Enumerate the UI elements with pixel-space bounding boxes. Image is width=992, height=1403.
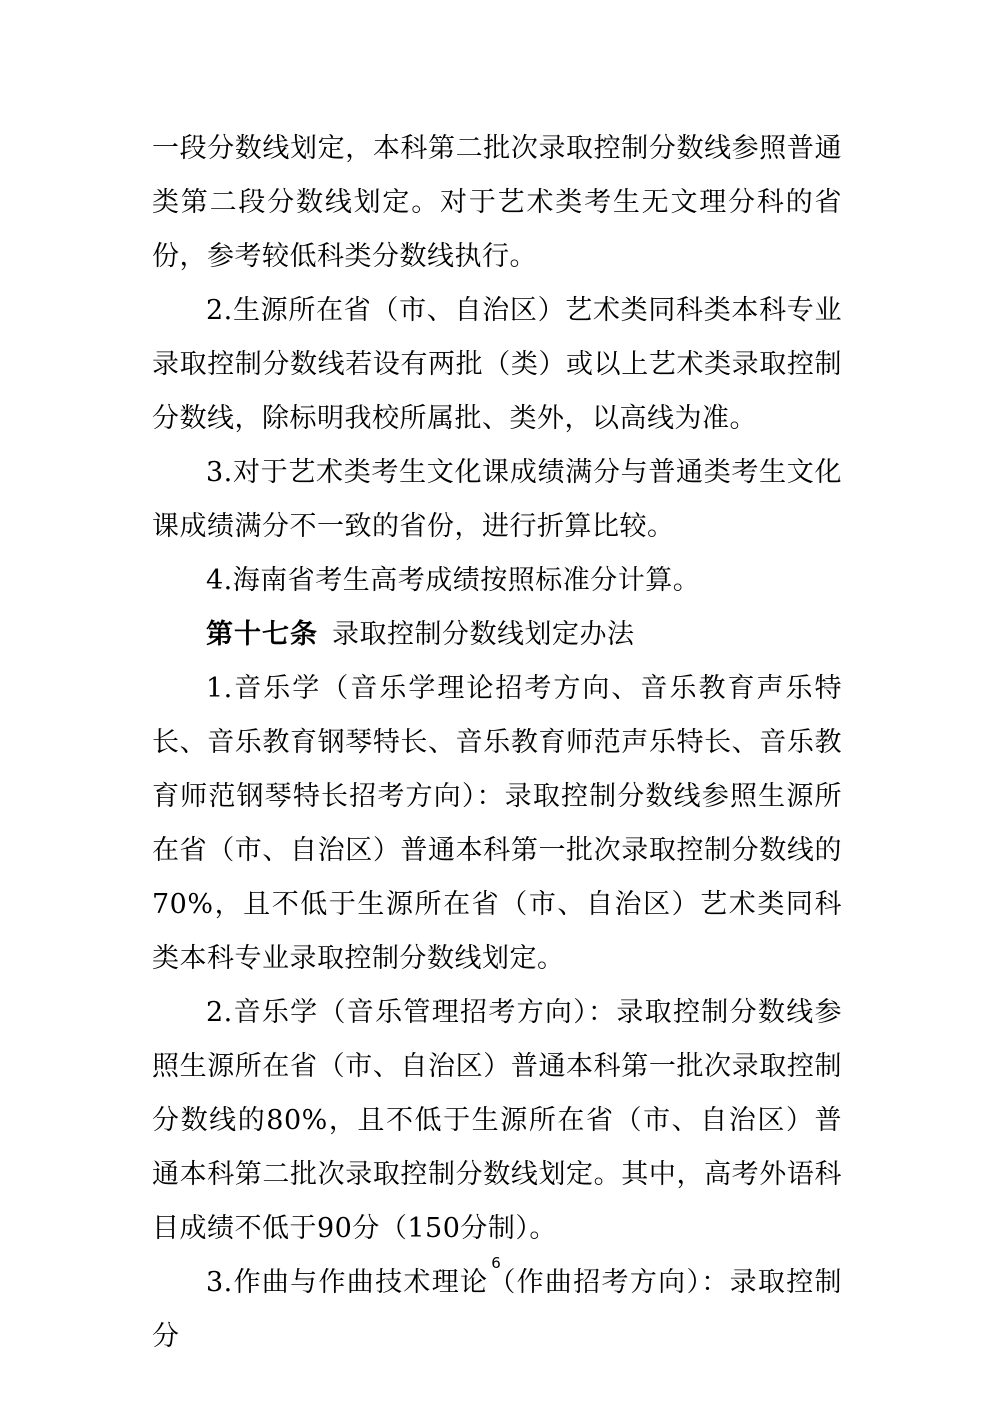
- paragraph-continued: 一段分数线划定，本科第二批次录取控制分数线参照普通类第二段分数线划定。对于艺术类考生无文理分科的省份，参考较低科类分数线执行。: [152, 133, 842, 272]
- paragraph-rule-3: 3.作曲与作曲技术理论（作曲招考方向）：录取控制分: [152, 1267, 842, 1352]
- paragraph-item-3: 3.对于艺术类考生文化课成绩满分与普通类考生文化课成绩满分不一致的省份，进行折算比较。: [152, 457, 842, 542]
- body-text: [152, 122, 842, 1364]
- paragraph-rule-1: 1.音乐学（音乐学理论招考方向、音乐教育声乐特长、音乐教育钢琴特长、音乐教育师范声乐特长、音乐教育师范钢琴特长招考方向）：录取控制分数线参照生源所在省（市、自治区）普通本科第一批次录取控制分数线的70%，且不低于生源所在省（市、自治区）艺术类同科类本科专业录取控制分数线划定。: [152, 673, 842, 974]
- paragraph-item-2: 2.生源所在省（市、自治区）艺术类同科类本科专业录取控制分数线若设有两批（类）或以上艺术类录取控制分数线，除标明我校所属批、类外，以高线为准。: [152, 295, 842, 434]
- paragraph-item-4: 4.海南省考生高考成绩按照标准分计算。: [206, 565, 701, 596]
- article-heading-title: 录取控制分数线划定办法: [332, 619, 635, 650]
- page-number: 6: [491, 1254, 501, 1272]
- paragraph-rule-2: 2.音乐学（音乐管理招考方向）：录取控制分数线参照生源所在省（市、自治区）普通本科第一批次录取控制分数线的80%，且不低于生源所在省（市、自治区）普通本科第二批次录取控制分数线划定。其中，高考外语科目成绩不低于90分（150分制）。: [152, 997, 842, 1244]
- article-heading-label: 第十七条: [206, 619, 318, 650]
- article-heading: [152, 608, 842, 662]
